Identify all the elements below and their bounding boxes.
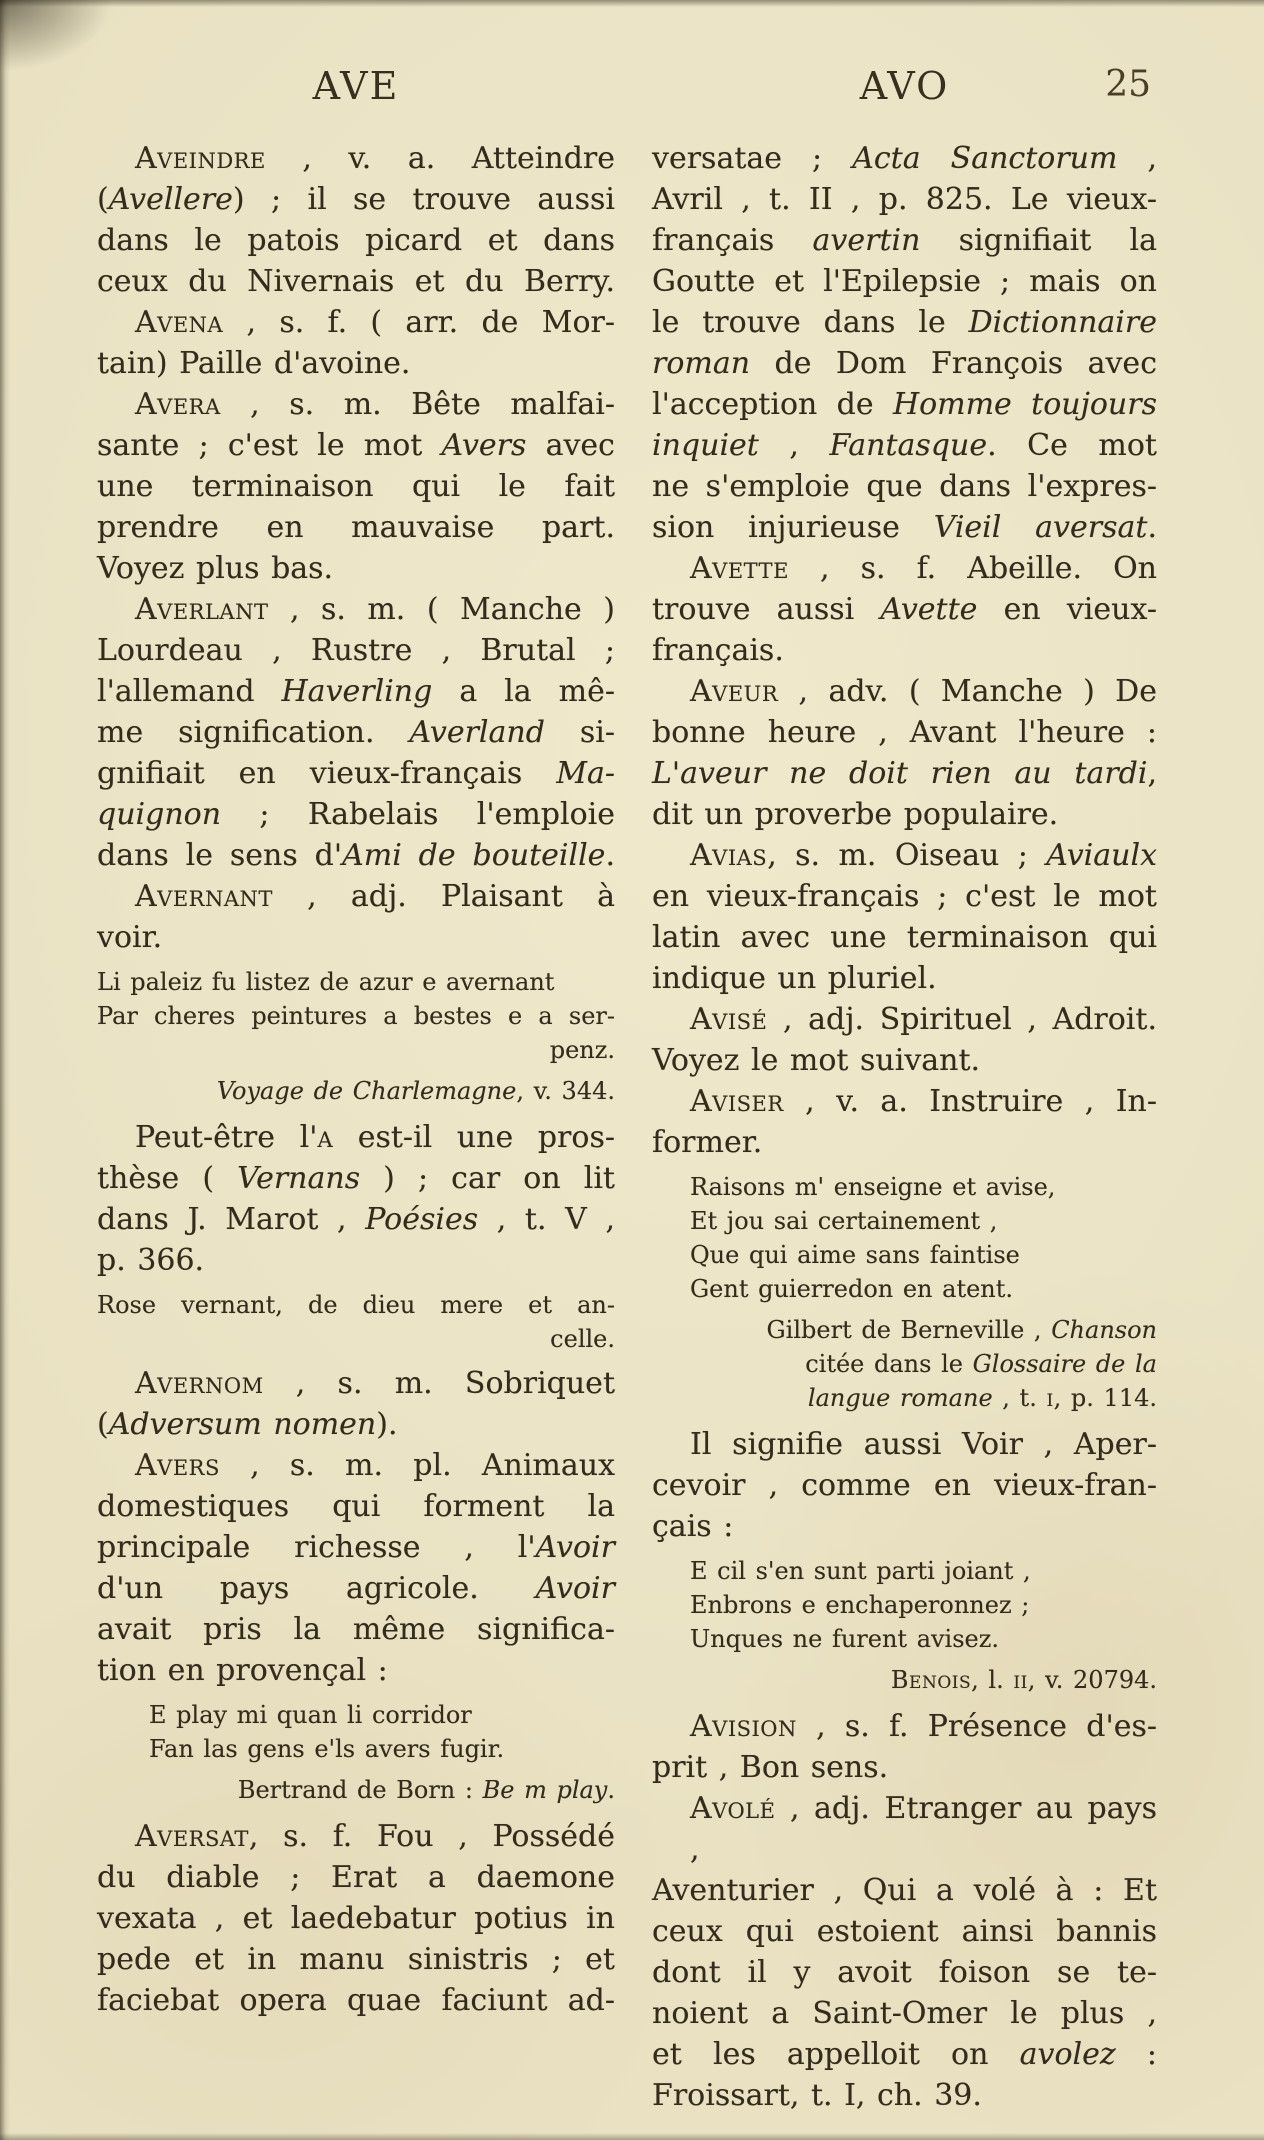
- text-segment: faciebat opera quae faciunt ad-: [97, 1983, 615, 2018]
- text-line: [97, 1363, 615, 1404]
- text-line: [652, 1706, 1157, 1747]
- text-segment: , s. f. Abeille. On: [788, 551, 1157, 586]
- text-segment: E cil s'en sunt parti joiant ,: [690, 1557, 1031, 1585]
- italic-text: Vernans: [237, 1161, 361, 1196]
- italic-text: Poésies: [365, 1202, 479, 1237]
- small-caps-text: Avision: [690, 1709, 797, 1744]
- small-caps-text: Avias: [690, 838, 768, 873]
- text-segment: , s. m. Sobriquet: [263, 1366, 615, 1401]
- text-segment: dans le sens d': [97, 838, 343, 873]
- italic-text: Avellere: [108, 182, 233, 217]
- text-line: [97, 343, 615, 384]
- text-segment: Rose vernant, de dieu mere et an-: [97, 1291, 615, 1319]
- text-segment: en vieux-: [977, 592, 1157, 627]
- text-segment: , s. m. Oiseau ;: [767, 838, 1047, 873]
- text-line: [97, 1773, 615, 1807]
- text-segment: , v. 20794.: [1027, 1666, 1157, 1694]
- text-line: [97, 1650, 615, 1691]
- dictionary-entry: [97, 302, 615, 384]
- citation-block: [652, 1663, 1157, 1697]
- text-line: [97, 302, 615, 343]
- text-line: [652, 1122, 1157, 1163]
- text-line: [97, 1609, 615, 1650]
- text-line: [97, 1117, 615, 1158]
- italic-text: langue romane: [807, 1384, 993, 1412]
- text-segment: Li paleiz fu listez de azur e avernant: [97, 968, 555, 996]
- text-segment: ,: [758, 428, 830, 463]
- text-line: [652, 2075, 1157, 2116]
- text-segment: latin avec une terminaison qui: [652, 920, 1157, 955]
- small-caps-text: Averlant: [135, 592, 269, 627]
- text-segment: Par cheres peintures a bestes e a ser-: [97, 1002, 615, 1030]
- italic-text: Ami de bouteille: [342, 838, 606, 873]
- text-line: [97, 1240, 615, 1281]
- paragraph: [97, 1117, 615, 1281]
- text-line: [97, 835, 615, 876]
- text-line: [97, 179, 615, 220]
- italic-text: Avoir: [535, 1530, 615, 1565]
- text-segment: si-: [544, 715, 615, 750]
- citation-block: [97, 1773, 615, 1807]
- left-column: [97, 138, 615, 2116]
- text-segment: , v. a. Instruire , In-: [783, 1084, 1157, 1119]
- text-segment: , v. 344.: [516, 1077, 615, 1105]
- text-line: [97, 1158, 615, 1199]
- italic-text: roman: [652, 346, 751, 381]
- dictionary-entry: [652, 835, 1157, 999]
- text-line: [652, 671, 1157, 712]
- text-segment: sion injurieuse: [652, 510, 934, 545]
- small-caps-text: Avera: [135, 387, 221, 422]
- small-caps-text: Avolé: [690, 1791, 776, 1826]
- italic-text: Avoir: [535, 1571, 615, 1606]
- text-line: [652, 712, 1157, 753]
- dictionary-entry: [97, 1363, 615, 1445]
- text-segment: .: [607, 1776, 615, 1804]
- quote-block: [97, 1288, 615, 1356]
- italic-text: Adversum nomen: [108, 1407, 377, 1442]
- dictionary-entry: [652, 1788, 1157, 2116]
- text-segment: Bertrand de Born :: [237, 1776, 483, 1804]
- italic-text: Avette: [880, 592, 978, 627]
- text-line: [652, 1622, 1157, 1656]
- text-line: [652, 425, 1157, 466]
- italic-text: Acta Sanctorum: [852, 141, 1118, 176]
- text-line: [97, 1322, 615, 1356]
- text-line: [652, 261, 1157, 302]
- text-line: [652, 1911, 1157, 1952]
- text-line: [652, 302, 1157, 343]
- running-header-right: [652, 64, 1157, 108]
- text-segment: , s. f. ( arr. de Mor-: [223, 305, 615, 340]
- italic-text: Haverling: [281, 674, 433, 709]
- text-line: [97, 671, 615, 712]
- text-line: [97, 1445, 615, 1486]
- text-line: [97, 965, 615, 999]
- text-line: [652, 1663, 1157, 1697]
- text-segment: trouve aussi: [652, 592, 881, 627]
- text-segment: Il signifie aussi Voir , Aper-: [690, 1427, 1157, 1462]
- text-segment: tain) Paille d'avoine.: [97, 346, 411, 381]
- text-line: [652, 1465, 1157, 1506]
- text-line: [97, 507, 615, 548]
- text-line: [652, 1747, 1157, 1788]
- italic-text: L'aveur ne doit rien au tardi: [652, 756, 1148, 791]
- text-line: [97, 1898, 615, 1939]
- text-line: [97, 876, 615, 917]
- quote-block: [652, 1170, 1157, 1306]
- dictionary-entry: [652, 999, 1157, 1081]
- text-segment: ,: [1147, 756, 1157, 791]
- dictionary-entry: [97, 138, 615, 302]
- text-line: [97, 1939, 615, 1980]
- scan-edge-left: [0, 0, 10, 2140]
- text-segment: , p. 114.: [1053, 1384, 1157, 1412]
- text-segment: (: [97, 1407, 109, 1442]
- text-segment: pede et in manu sinistris ; et: [97, 1942, 615, 1977]
- small-caps-text: Aviser: [690, 1084, 784, 1119]
- small-caps-text: Avernom: [135, 1366, 264, 1401]
- running-title-left: AVE: [312, 64, 400, 108]
- text-segment: versatae ;: [652, 141, 853, 176]
- text-line: [97, 1568, 615, 1609]
- text-segment: ceux du Nivernais et du Berry.: [97, 264, 615, 299]
- text-segment: vexata , et laedebatur potius in: [97, 1901, 615, 1936]
- text-segment: Gilbert de Berneville ,: [766, 1316, 1052, 1344]
- text-segment: , adj. Etranger au pays ,: [690, 1791, 1157, 1867]
- text-line: [652, 179, 1157, 220]
- text-line: [97, 1288, 615, 1322]
- italic-text: Dictionnaire: [968, 305, 1157, 340]
- text-line: [652, 1554, 1157, 1588]
- text-line: [97, 1698, 615, 1732]
- italic-text: inquiet: [652, 428, 759, 463]
- text-segment: çais :: [652, 1509, 734, 1544]
- text-segment: prit , Bon sens.: [652, 1750, 889, 1785]
- text-segment: du diable ; Erat a daemone: [97, 1860, 615, 1895]
- text-segment: ,: [1117, 141, 1158, 176]
- running-header: [97, 64, 1157, 108]
- text-line: [97, 1527, 615, 1568]
- text-segment: dit un proverbe populaire.: [652, 797, 1059, 832]
- dictionary-entry: [652, 671, 1157, 835]
- text-line: [652, 384, 1157, 425]
- text-line: [652, 589, 1157, 630]
- text-segment: cevoir , comme en vieux-fran-: [652, 1468, 1157, 1503]
- text-line: [97, 1980, 615, 2021]
- text-line: [97, 1857, 615, 1898]
- text-line: [652, 794, 1157, 835]
- italic-text: Aviaulx: [1046, 838, 1157, 873]
- text-line: [97, 753, 615, 794]
- text-line: [652, 1272, 1157, 1306]
- text-segment: a la mê-: [432, 674, 615, 709]
- text-segment: Gent guierredon en atent.: [690, 1275, 1014, 1303]
- italic-text: Ma-: [556, 756, 615, 791]
- text-segment: . Ce mot: [987, 428, 1157, 463]
- italic-text: Fantasque: [829, 428, 988, 463]
- text-segment: .: [605, 838, 615, 873]
- text-line: [97, 138, 615, 179]
- text-line: [652, 1993, 1157, 2034]
- text-segment: le trouve dans le: [652, 305, 969, 340]
- text-segment: gnifiait en vieux-français: [97, 756, 557, 791]
- text-segment: p. 366.: [97, 1243, 205, 1278]
- text-line: [652, 1588, 1157, 1622]
- dictionary-entry: [97, 876, 615, 958]
- text-segment: et les appelloit on: [652, 2037, 1020, 2072]
- text-line: [97, 1074, 615, 1108]
- text-columns: [97, 138, 1157, 2116]
- text-segment: , s. m. pl. Animaux: [219, 1448, 615, 1483]
- text-segment: français: [652, 223, 813, 258]
- text-segment: Unques ne furent avisez.: [690, 1625, 1000, 1653]
- text-segment: Que qui aime sans faintise: [690, 1241, 1020, 1269]
- text-line: [97, 384, 615, 425]
- text-segment: , adv. ( Manche ) De: [778, 674, 1157, 709]
- scan-edge-top: [0, 0, 1264, 7]
- text-segment: Lourdeau , Rustre , Brutal ;: [97, 633, 615, 668]
- text-segment: voir.: [97, 920, 163, 955]
- text-line: [97, 220, 615, 261]
- quote-block: [97, 965, 615, 1067]
- text-segment: de Dom François avec: [750, 346, 1157, 381]
- text-line: [652, 958, 1157, 999]
- dictionary-entry: [97, 589, 615, 876]
- text-line: [652, 1424, 1157, 1465]
- italic-text: Averland: [409, 715, 545, 750]
- small-caps-text: Avette: [690, 551, 789, 586]
- italic-text: Chanson: [1051, 1316, 1157, 1344]
- text-line: [652, 876, 1157, 917]
- text-line: [652, 1238, 1157, 1272]
- text-segment: , l.: [971, 1666, 1014, 1694]
- text-line: [97, 794, 615, 835]
- dictionary-entry: [652, 1081, 1157, 1163]
- text-segment: domestiques qui forment la: [97, 1489, 615, 1524]
- italic-text: Voyage de Charlemagne: [216, 1077, 517, 1105]
- text-segment: dans le patois picard et dans: [97, 223, 615, 258]
- text-line: [652, 1347, 1157, 1381]
- text-segment: penz.: [549, 1036, 615, 1064]
- small-caps-text: Avena: [135, 305, 224, 340]
- text-line: [652, 1081, 1157, 1122]
- text-segment: Fan las gens e'ls avers fugir.: [149, 1735, 505, 1763]
- text-segment: sante ; c'est le mot: [97, 428, 442, 463]
- text-line: [652, 753, 1157, 794]
- text-line: [652, 138, 1157, 179]
- text-segment: , v. a. Atteindre: [265, 141, 615, 176]
- text-segment: , s. f. Fou , Possédé: [248, 1819, 615, 1854]
- text-line: [652, 1506, 1157, 1547]
- text-line: [652, 466, 1157, 507]
- text-segment: , adj. Plaisant à: [272, 879, 615, 914]
- text-segment: ) ; il se trouve aussi: [232, 182, 615, 217]
- text-line: [97, 1404, 615, 1445]
- text-segment: :: [1115, 2037, 1157, 2072]
- text-line: [652, 999, 1157, 1040]
- text-line: [97, 630, 615, 671]
- text-segment: Enbrons e enchaperonnez ;: [690, 1591, 1030, 1619]
- italic-text: Be m play: [482, 1776, 608, 1804]
- small-caps-text: Aveindre: [135, 141, 266, 176]
- text-segment: une terminaison qui le fait: [97, 469, 615, 504]
- text-line: [652, 1381, 1157, 1415]
- text-segment: thèse (: [97, 1161, 238, 1196]
- text-line: [97, 589, 615, 630]
- text-segment: indique un pluriel.: [652, 961, 937, 996]
- small-caps-text: Avisé: [690, 1002, 768, 1037]
- text-segment: former.: [652, 1125, 763, 1160]
- text-segment: l'allemand: [97, 674, 282, 709]
- small-caps-text: Avers: [135, 1448, 220, 1483]
- text-segment: , s. m. Bête malfai-: [220, 387, 615, 422]
- text-line: [652, 343, 1157, 384]
- small-caps-text: Benois: [890, 1666, 972, 1694]
- text-segment: avec: [526, 428, 615, 463]
- text-segment: l'acception de: [652, 387, 893, 422]
- text-segment: Raisons m' enseigne et avise,: [690, 1173, 1056, 1201]
- text-segment: (: [97, 182, 109, 217]
- text-segment: .: [1147, 510, 1157, 545]
- text-line: [652, 835, 1157, 876]
- right-column: [652, 138, 1157, 2116]
- text-segment: , s. f. Présence d'es-: [796, 1709, 1157, 1744]
- quote-block: [97, 1698, 615, 1766]
- text-segment: Peut-être l': [135, 1120, 318, 1155]
- text-line: [97, 1486, 615, 1527]
- text-segment: ceux qui estoient ainsi bannis: [652, 1914, 1157, 1949]
- small-caps-text: Avernant: [135, 879, 273, 914]
- text-segment: Aventurier , Qui a volé à : Et: [652, 1873, 1157, 1908]
- scan-edge-bottom: [0, 2133, 1264, 2140]
- text-segment: signifiait la: [920, 223, 1157, 258]
- scan-corner-shadow: [0, 0, 110, 70]
- text-line: [652, 630, 1157, 671]
- text-segment: celle.: [550, 1325, 615, 1353]
- text-line: [97, 261, 615, 302]
- dictionary-entry: [97, 1816, 615, 2021]
- text-segment: me signification.: [97, 715, 410, 750]
- text-segment: Froissart, t. I, ch. 39.: [652, 2078, 982, 2113]
- small-caps-text: ii: [1013, 1666, 1028, 1694]
- citation-block: [97, 1074, 615, 1108]
- text-segment: en vieux-français ; c'est le mot: [652, 879, 1157, 914]
- italic-text: Homme toujours: [892, 387, 1157, 422]
- text-line: [652, 1952, 1157, 1993]
- text-segment: Avril , t. II , p. 825. Le vieux-: [652, 182, 1157, 217]
- text-segment: ).: [376, 1407, 398, 1442]
- text-segment: Goutte et l'Epilepsie ; mais on: [652, 264, 1157, 299]
- quote-block: [652, 1554, 1157, 1656]
- italic-text: Avers: [441, 428, 527, 463]
- dictionary-entry: [652, 548, 1157, 671]
- text-segment: avait pris la même significa-: [97, 1612, 615, 1647]
- text-segment: Voyez le mot suivant.: [652, 1043, 981, 1078]
- small-caps-text: i: [1046, 1384, 1054, 1412]
- text-segment: français.: [652, 633, 784, 668]
- page-content: [97, 64, 1157, 2116]
- text-line: [652, 1204, 1157, 1238]
- text-segment: ne s'emploie que dans l'expres-: [652, 469, 1157, 504]
- text-line: [97, 425, 615, 466]
- text-line: [652, 1170, 1157, 1204]
- running-title-right: AVO: [859, 64, 950, 108]
- text-line: [97, 548, 615, 589]
- text-segment: d'un pays agricole.: [97, 1571, 536, 1606]
- small-caps-text: Aveur: [690, 674, 779, 709]
- text-segment: dont il y avoit foison se te-: [652, 1955, 1157, 1990]
- text-segment: est-il une pros-: [333, 1120, 615, 1155]
- italic-text: Vieil aversat: [933, 510, 1148, 545]
- text-segment: principale richesse , l': [97, 1530, 536, 1565]
- text-line: [652, 2034, 1157, 2075]
- text-line: [652, 548, 1157, 589]
- text-line: [97, 1816, 615, 1857]
- text-segment: ; Rabelais l'emploie: [221, 797, 615, 832]
- italic-text: Glossaire de la: [972, 1350, 1157, 1378]
- text-segment: dans J. Marot ,: [97, 1202, 366, 1237]
- text-segment: , t.: [992, 1384, 1047, 1412]
- citation-block: [652, 1313, 1157, 1415]
- paragraph: [652, 138, 1157, 548]
- text-segment: Voyez plus bas.: [97, 551, 334, 586]
- text-segment: , adj. Spirituel , Adroit.: [767, 1002, 1157, 1037]
- paragraph: [652, 1424, 1157, 1547]
- dictionary-entry: [97, 1445, 615, 1691]
- text-line: [652, 1788, 1157, 1870]
- dictionary-entry: [652, 1706, 1157, 1788]
- page-number: 25: [1105, 64, 1151, 105]
- text-segment: , t. V ,: [478, 1202, 615, 1237]
- text-line: [97, 1033, 615, 1067]
- text-line: [97, 999, 615, 1033]
- text-segment: citée dans le: [805, 1350, 973, 1378]
- small-caps-text: a: [317, 1120, 334, 1155]
- text-line: [652, 1313, 1157, 1347]
- italic-text: avolez: [1019, 2037, 1116, 2072]
- text-line: [97, 1732, 615, 1766]
- italic-text: quignon: [97, 797, 222, 832]
- text-line: [97, 917, 615, 958]
- text-line: [652, 917, 1157, 958]
- text-line: [652, 1040, 1157, 1081]
- text-line: [652, 220, 1157, 261]
- text-segment: , s. m. ( Manche ): [268, 592, 615, 627]
- text-line: [652, 507, 1157, 548]
- italic-text: avertin: [812, 223, 921, 258]
- text-segment: bonne heure , Avant l'heure :: [652, 715, 1157, 750]
- text-segment: E play mi quan li corridor: [149, 1701, 472, 1729]
- text-segment: tion en provençal :: [97, 1653, 388, 1688]
- dictionary-entry: [97, 384, 615, 589]
- text-line: [97, 466, 615, 507]
- small-caps-text: Aversat: [135, 1819, 249, 1854]
- text-segment: ) ; car on lit: [360, 1161, 615, 1196]
- text-line: [652, 1870, 1157, 1911]
- text-segment: Et jou sai certainement ,: [690, 1207, 998, 1235]
- text-segment: prendre en mauvaise part.: [97, 510, 615, 545]
- text-segment: noient a Saint-Omer le plus ,: [652, 1996, 1157, 2031]
- text-line: [97, 1199, 615, 1240]
- text-line: [97, 712, 615, 753]
